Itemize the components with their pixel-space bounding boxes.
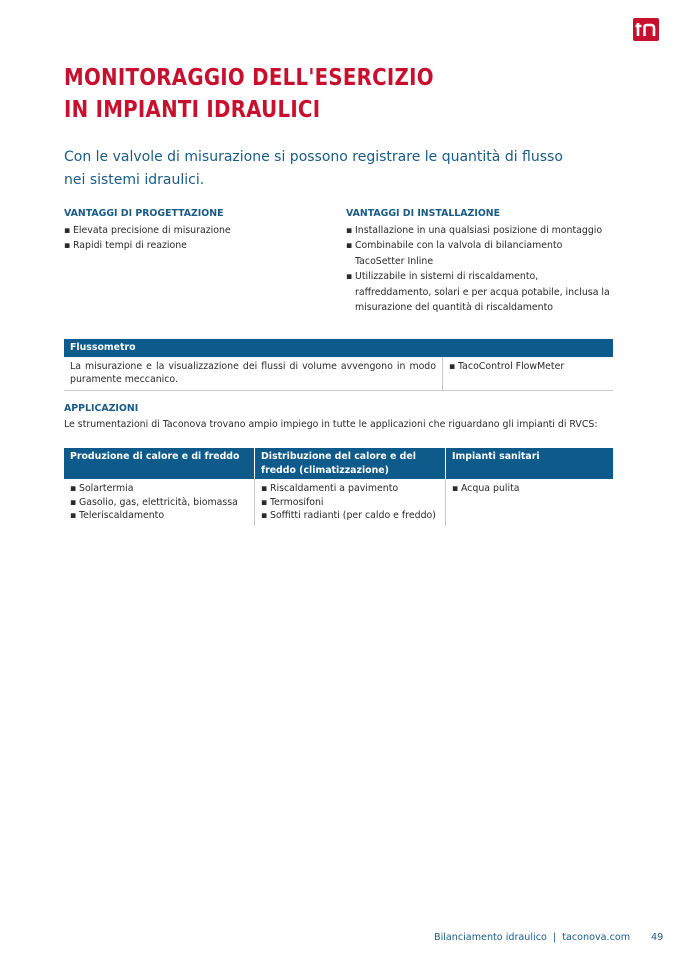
list-item: ▪ Soffitti radianti (per caldo e freddo): [261, 509, 439, 523]
list-item: ▪ Termosifoni: [261, 496, 439, 510]
list-item: ▪ Elevata precisione di misurazione: [64, 223, 324, 239]
flowmeter-product-cell: [443, 357, 614, 391]
applications-list: [261, 482, 439, 523]
list-item: ▪ Acqua pulita: [452, 482, 607, 496]
applications-cell: [446, 479, 614, 526]
flowmeter-table-header: Flussometro: [64, 339, 613, 357]
applications-list: [70, 482, 248, 523]
list-item: ▪ Utilizzabile in sistemi di riscaldamento, raffreddamento, solari e per acqua potabile, inclusa la misurazione del quantità di riscaldamento: [346, 269, 612, 316]
list-item: ▪ TacoControl FlowMeter: [449, 360, 607, 374]
list-item: ▪ Teleriscaldamento: [70, 509, 248, 523]
flowmeter-product-list: [449, 360, 607, 374]
design-advantages-heading: VANTAGGI DI PROGETTAZIONE: [64, 208, 224, 219]
page-title: [64, 62, 546, 126]
applications-cell: [64, 479, 255, 526]
design-advantages: [64, 206, 324, 254]
footer-text: Bilanciamento idraulico | taconova.com: [434, 932, 631, 943]
flowmeter-description: La misurazione e la visualizzazione dei flussi di volume avvengono in modo puramente meccanico.: [64, 357, 443, 391]
taconova-logo-icon: [631, 16, 661, 43]
applications-column-header: Produzione di calore e di freddo: [64, 448, 255, 479]
page-number: 49: [651, 932, 664, 943]
intro-text: [64, 146, 584, 192]
title-line-1: MONITORAGGIO DELL'ESERCIZIO: [64, 65, 434, 91]
intro-line-2: nei sistemi idraulici.: [64, 172, 205, 188]
applications-column-header: Impianti sanitari: [446, 448, 614, 479]
list-item: ▪ Gasolio, gas, elettricità, biomassa: [70, 496, 248, 510]
list-item: ▪ Installazione in una qualsiasi posizione di montaggio: [346, 223, 612, 239]
installation-advantages: [346, 206, 612, 316]
table-row: [64, 357, 613, 391]
list-item: ▪ Rapidi tempi di reazione: [64, 238, 324, 254]
list-item: ▪ Solartermia: [70, 482, 248, 496]
applications-heading: APPLICAZIONI: [64, 403, 139, 414]
applications-text: Le strumentazioni di Taconova trovano ampio impiego in tutte le applicazioni che riguardano gli impianti di RVCS:: [64, 419, 598, 430]
intro-line-1: Con le valvole di misurazione si possono registrare le quantità di flusso: [64, 149, 563, 165]
list-item: ▪ Riscaldamenti a pavimento: [261, 482, 439, 496]
flowmeter-table: [64, 339, 613, 391]
list-item: ▪ Combinabile con la valvola di bilanciamento TacoSetter Inline: [346, 238, 612, 269]
title-line-2: IN IMPIANTI IDRAULICI: [64, 97, 321, 123]
applications-column-header: Distribuzione del calore e del freddo (climatizzazione): [255, 448, 446, 479]
applications-list: [452, 482, 607, 496]
installation-advantages-heading: VANTAGGI DI INSTALLAZIONE: [346, 208, 501, 219]
design-advantages-list: [64, 223, 324, 254]
table-row: [64, 479, 613, 526]
applications-table: [64, 448, 613, 526]
applications-cell: [255, 479, 446, 526]
installation-advantages-list: [346, 223, 612, 316]
